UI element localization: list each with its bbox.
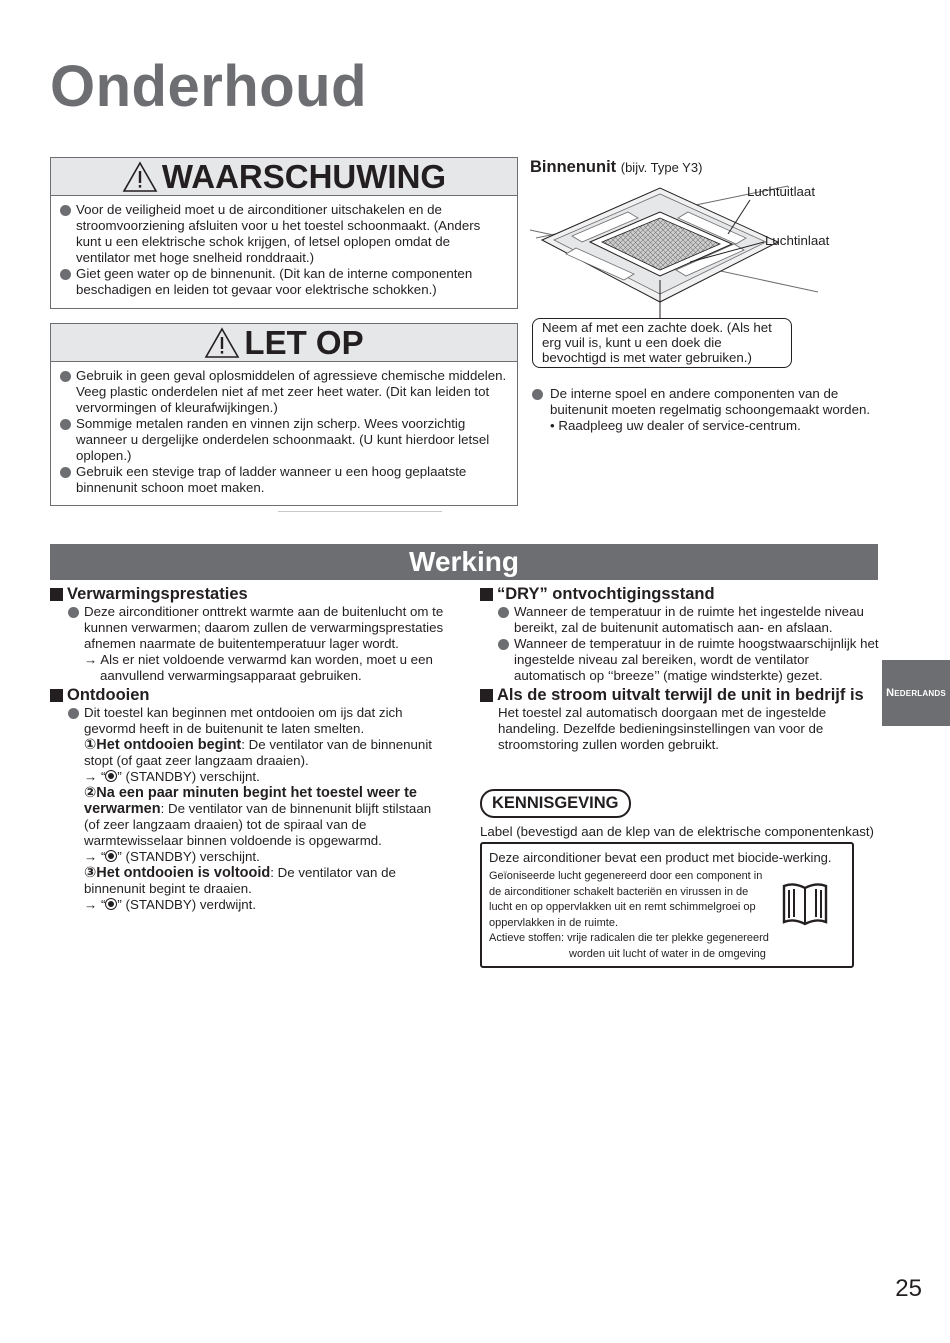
active-substances — [489, 931, 845, 947]
indoor-unit-type: (bijv. Type Y3) — [620, 160, 703, 175]
warning-triangle-icon — [122, 161, 158, 193]
list-item — [498, 636, 880, 684]
caution-heading: LET OP — [244, 323, 364, 361]
list-item — [68, 604, 450, 652]
warning-header — [51, 158, 517, 196]
standby-icon — [105, 770, 117, 782]
outdoor-note-sub: • Raadpleeg uw dealer of service-centrum. — [550, 418, 801, 433]
heating-text: Deze airconditioner onttrekt warmte aan de buitenlucht om te kunnen verwarmen; daarom zullen de verwarmingsprestaties afnemen naarmate de buitentemperatuur lager wordt. — [84, 604, 444, 651]
caution-item-1: Gebruik in geen geval oplosmiddelen of agressieve chemische middelen. Veeg plastic onderdelen niet af met zeer heet water. (Dit kan leiden tot vervormingen of kleurafwijkingen.) — [76, 368, 507, 415]
cleaning-callout — [532, 318, 792, 368]
section-banner-werking: Werking — [50, 544, 878, 580]
defrost-text: Dit toestel kan beginnen met ontdooien om ijs dat zich gevormd heeft in de buitenunit te laten smelten. — [84, 705, 403, 736]
warning-body — [51, 196, 517, 303]
caution-box — [50, 323, 518, 506]
step2-title: ②Na een paar minuten begint het toestel weer te verwarmen — [84, 785, 417, 817]
list-item — [60, 202, 507, 266]
arrow-suffix: ” (STANDBY) verschijnt. — [117, 849, 260, 864]
warning-heading: WAARSCHUWING — [161, 157, 447, 195]
caution-header — [51, 324, 517, 362]
right-column — [480, 585, 880, 753]
defrost-step-2 — [68, 785, 450, 865]
heading-dry — [480, 585, 880, 604]
heating-block — [50, 604, 450, 684]
divider — [278, 511, 442, 512]
heading-defrost — [50, 686, 450, 705]
square-bullet-icon — [50, 588, 63, 601]
step3-text: : De ventilator van de binnenunit begint te draaien. — [84, 865, 396, 896]
standby-icon — [105, 898, 117, 910]
arrow-prefix: → “ — [84, 769, 106, 784]
defrost-title: Ontdooien — [67, 686, 150, 704]
warning-item-1: Voor de veiligheid moet u de airconditioner uitschakelen en de stroomvoorziening afsluiten voor u het toestel schoonmaakt. (Anders kunt u een elektrische schok krijgen, of letsel oplopen omdat de ventilator met hoge snelheid ronddraait.) — [76, 202, 481, 265]
square-bullet-icon — [480, 689, 493, 702]
heating-arrow-text: → Als er niet voldoende verwarmd kan worden, moet u een aanvullend verwarmingsapparaat gebruiken. — [84, 652, 433, 683]
caution-item-2: Sommige metalen randen en vinnen zijn scherp. Wees voorzichtig wanneer u dergelijke onderdelen schoonmaakt. (U kunt hierdoor letsel oplopen.) — [76, 416, 490, 463]
dry-item-2: Wanneer de temperatuur in de ruimte hoogstwaarschijnlijk het ingestelde niveau zal bereiken, wordt de ventilator automatisch op ‘‘breeze’’ (matige windsterkte) gezet. — [514, 636, 879, 683]
dry-title: “DRY” ontvochtigingsstand — [497, 585, 715, 603]
warning-triangle-icon — [204, 327, 240, 359]
label-outlet: Luchtuitlaat — [747, 184, 816, 199]
step3-title: ③Het ontdooien is voltooid — [84, 865, 271, 881]
biocide-title: Deze airconditioner bevat een product met biocide-werking. — [489, 850, 832, 865]
biocide-label-box — [480, 842, 854, 968]
caution-item-3: Gebruik een stevige trap of ladder wanneer u een hoog geplaatste binnenunit schoon moet maken. — [76, 464, 467, 495]
language-tab-label: Nederlands — [886, 687, 946, 699]
list-item — [60, 416, 507, 464]
power-failure-title: Als de stroom uitvalt terwijl de unit in bedrijf is — [497, 686, 864, 704]
page-title: Onderhoud — [50, 54, 368, 119]
dry-block — [480, 604, 880, 684]
callout-text: Neem af met een zachte doek. (Als het erg vuil is, kunt u een doek die bevochtigd is met water gebruiken.) — [542, 320, 772, 365]
arrow-suffix: ” (STANDBY) verdwijnt. — [117, 897, 257, 912]
list-item — [60, 464, 507, 496]
active-text-1: vrije radicalen die ter plekke gegenereerd — [567, 932, 769, 944]
arrow-prefix: → “ — [84, 849, 106, 864]
dry-item-1: Wanneer de temperatuur in de ruimte het ingestelde niveau bereikt, zal de buitenunit automatisch aan- en afslaan. — [514, 604, 864, 635]
step2-text: : De ventilator van de binnenunit blijft stilstaan (of zeer langzaam draaien) tot de spiraal van de warmtewisselaar binnen voldoende is opgewarmd. — [84, 801, 432, 848]
defrost-step-3 — [68, 865, 450, 913]
active-text-2: worden uit lucht of water in de omgeving — [569, 947, 766, 960]
warning-box — [50, 157, 518, 309]
list-item — [60, 368, 507, 416]
outdoor-note-text: De interne spoel en andere componenten van de buitenunit moeten regelmatig schoongemaakt worden. — [550, 386, 871, 417]
list-item — [498, 604, 880, 636]
label-inlet: Luchtinlaat — [765, 233, 830, 248]
defrost-step-1 — [68, 737, 450, 785]
active-label: Actieve stoffen: — [489, 932, 565, 944]
language-tab — [882, 660, 950, 726]
step1-text: : De ventilator van de binnenunit stopt (of gaat zeer langzaam draaien). — [84, 737, 432, 768]
indoor-unit-illustration — [528, 180, 818, 320]
step1-arrow — [84, 769, 450, 785]
list-item — [60, 266, 507, 298]
step3-arrow — [84, 897, 450, 913]
list-item — [68, 705, 450, 737]
step1-title: ①Het ontdooien begint — [84, 737, 242, 753]
notice-pill: KENNISGEVING — [480, 789, 631, 818]
step2-arrow — [84, 849, 450, 865]
notice-label: Label (bevestigd aan de klep van de elektrische componentenkast) — [480, 824, 874, 839]
heading-heating — [50, 585, 450, 604]
outdoor-cleaning-note — [532, 386, 872, 434]
indoor-unit-title: Binnenunit — [530, 158, 617, 176]
standby-icon — [105, 850, 117, 862]
caution-body — [51, 362, 517, 501]
square-bullet-icon — [480, 588, 493, 601]
warning-item-2: Giet geen water op de binnenunit. (Dit kan de interne componenten beschadigen en leiden tot gevaar voor elektrische schokken.) — [76, 266, 473, 297]
manual-book-icon — [780, 878, 830, 928]
page-number: 25 — [895, 1275, 922, 1302]
left-column — [50, 585, 450, 913]
heating-title: Verwarmingsprestaties — [67, 585, 248, 603]
defrost-block — [50, 705, 450, 913]
heading-power-failure — [480, 686, 880, 705]
biocide-text: Geïoniseerde lucht gegenereerd door een component in de airconditioner schakelt bacteriën en virussen in de lucht en op oppervlakken uit en remt schimmelgroei op oppervlakken in de ruimte. — [489, 870, 763, 929]
arrow-suffix: ” (STANDBY) verschijnt. — [117, 769, 260, 784]
square-bullet-icon — [50, 689, 63, 702]
power-failure-text: Het toestel zal automatisch doorgaan met de ingestelde handeling. Dezelfde bedieningsinstellingen van voor de stroomstoring zullen worden gebruikt. — [498, 705, 827, 752]
indoor-unit-heading — [530, 158, 702, 177]
arrow-prefix: → “ — [84, 897, 106, 912]
